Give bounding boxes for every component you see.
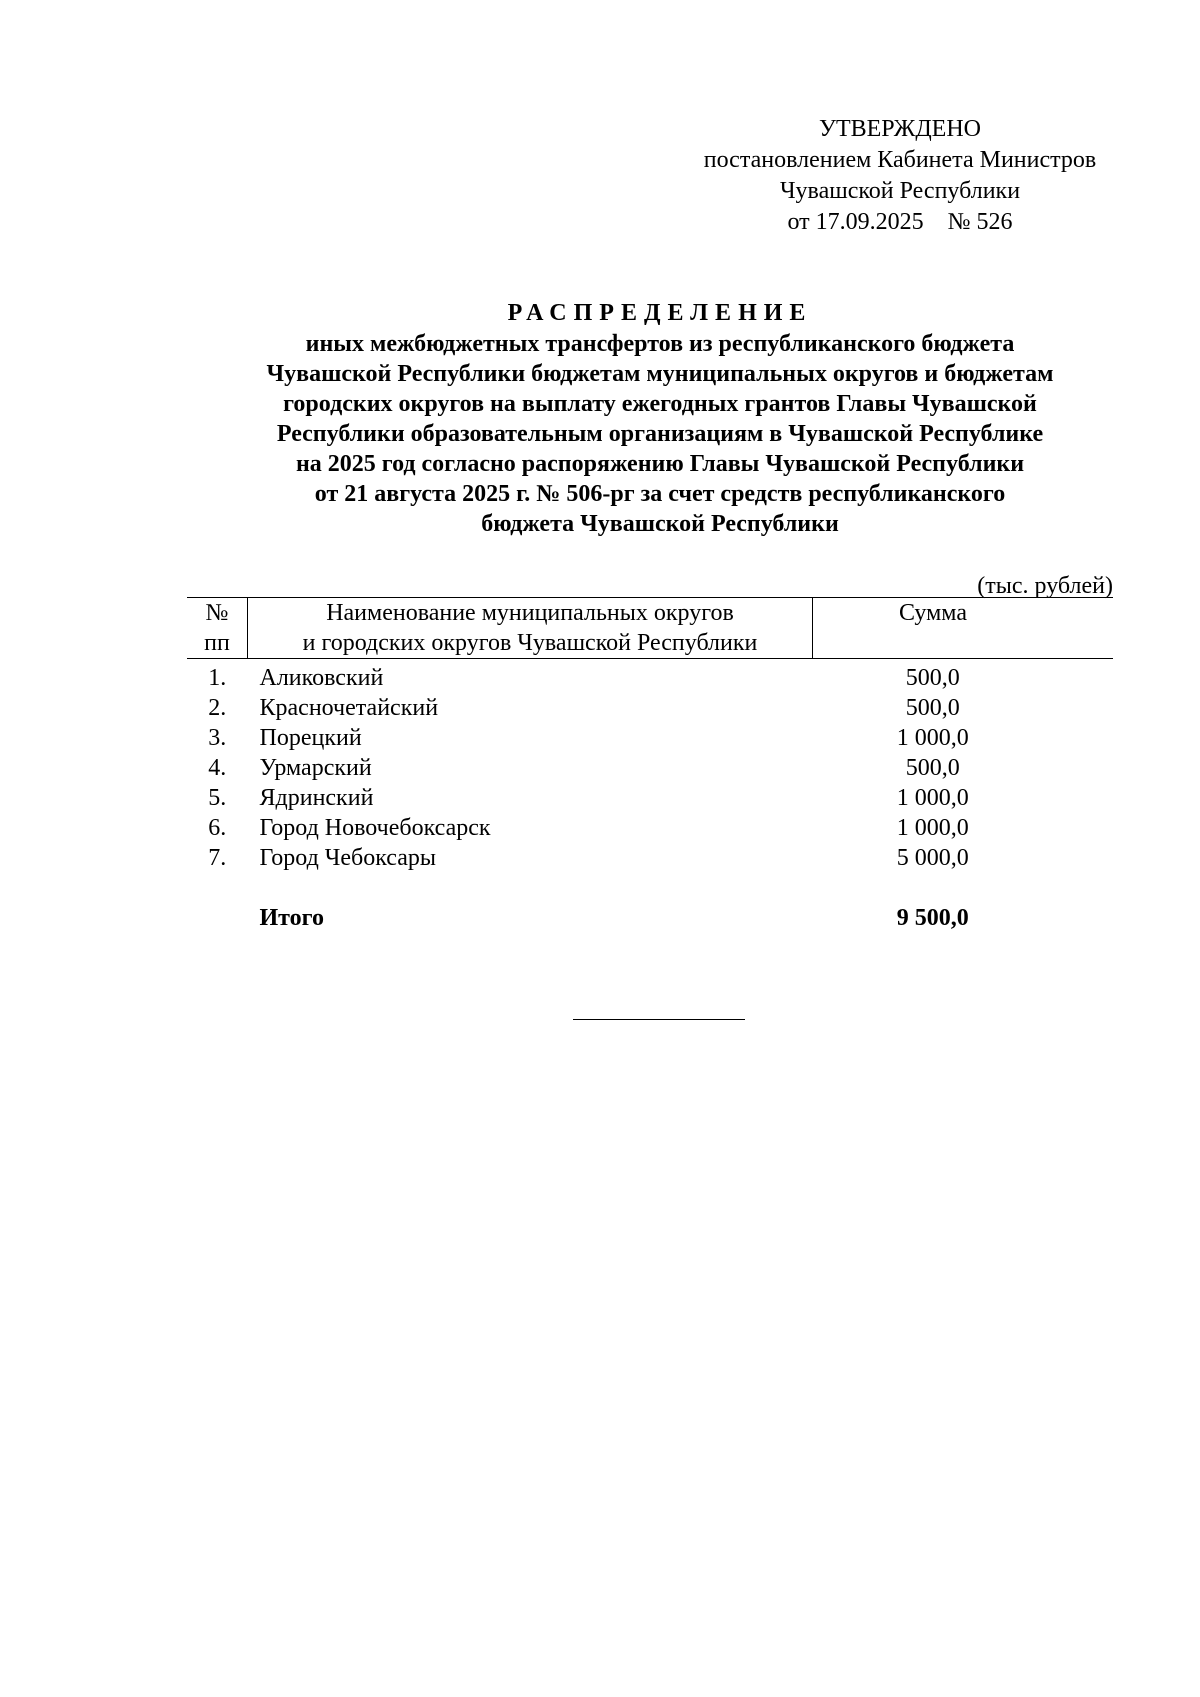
row-name: Город Чебоксары [259, 845, 437, 871]
table-row [187, 693, 1113, 723]
header-name [248, 598, 813, 659]
table-row [187, 753, 1113, 783]
total-sum: 9 500,0 [896, 905, 969, 931]
total-number-cell [187, 873, 248, 933]
row-sum: 1 000,0 [896, 815, 969, 841]
approval-stamp [640, 114, 1160, 238]
row-number: 7. [208, 845, 227, 871]
row-number: 1. [208, 665, 227, 691]
total-label: Итого [259, 905, 324, 931]
approval-authority: постановлением Кабинета Министров [703, 147, 1097, 173]
row-name: Порецкий [259, 725, 362, 751]
row-name: Красночетайский [259, 695, 439, 721]
header-name-line2: и городских округов Чувашской Республики [302, 630, 758, 656]
row-name: Аликовский [259, 665, 384, 691]
row-sum: 5 000,0 [896, 845, 969, 871]
table-row [187, 723, 1113, 753]
document-title [130, 297, 1190, 539]
title-subtitle: иных межбюджетных трансфертов из республиканского бюджета Чувашской Республики бюджетам муниципальных округов и бюджетам городских округов на выплату ежегодных грантов Главы Чувашской Республики образовательным организациям в Чувашской Республике на 2025 год согласно распоряжению Главы Чувашской Республики от 21 августа 2025 г. № 506-рг за счет средств республиканского бюджета Чувашской Республики [266, 331, 1054, 537]
row-number: 2. [208, 695, 227, 721]
row-sum: 500,0 [905, 695, 960, 721]
closing-divider [573, 1019, 745, 1020]
table-row [187, 813, 1113, 843]
title-heading: РАСПРЕДЕЛЕНИЕ [507, 300, 813, 326]
header-number-line1: № [205, 600, 229, 626]
row-number: 6. [208, 815, 227, 841]
table-row [187, 659, 1113, 694]
row-sum: 1 000,0 [896, 785, 969, 811]
header-sum: Сумма [813, 598, 1114, 659]
units-label: (тыс. рублей) [977, 573, 1113, 599]
approval-date-number [640, 207, 1160, 238]
table-row [187, 843, 1113, 873]
row-number: 5. [208, 785, 227, 811]
row-name: Урмарский [259, 755, 372, 781]
table-header-row [187, 598, 1113, 659]
row-name: Город Новочебоксарск [259, 815, 491, 841]
row-number: 3. [208, 725, 227, 751]
header-number-line2: пп [204, 630, 230, 656]
row-name: Ядринский [259, 785, 374, 811]
row-sum: 500,0 [905, 665, 960, 691]
header-number [187, 598, 248, 659]
row-sum: 1 000,0 [896, 725, 969, 751]
distribution-table [187, 597, 1113, 933]
approval-republic: Чувашской Республики [779, 178, 1021, 204]
approval-number: № 526 [947, 209, 1013, 235]
header-name-line1: Наименование муниципальных округов [326, 600, 734, 626]
total-row [187, 873, 1113, 933]
approval-title: УТВЕРЖДЕНО [818, 116, 982, 142]
row-sum: 500,0 [905, 755, 960, 781]
table-row [187, 783, 1113, 813]
approval-date: от 17.09.2025 [787, 209, 924, 235]
row-number: 4. [208, 755, 227, 781]
